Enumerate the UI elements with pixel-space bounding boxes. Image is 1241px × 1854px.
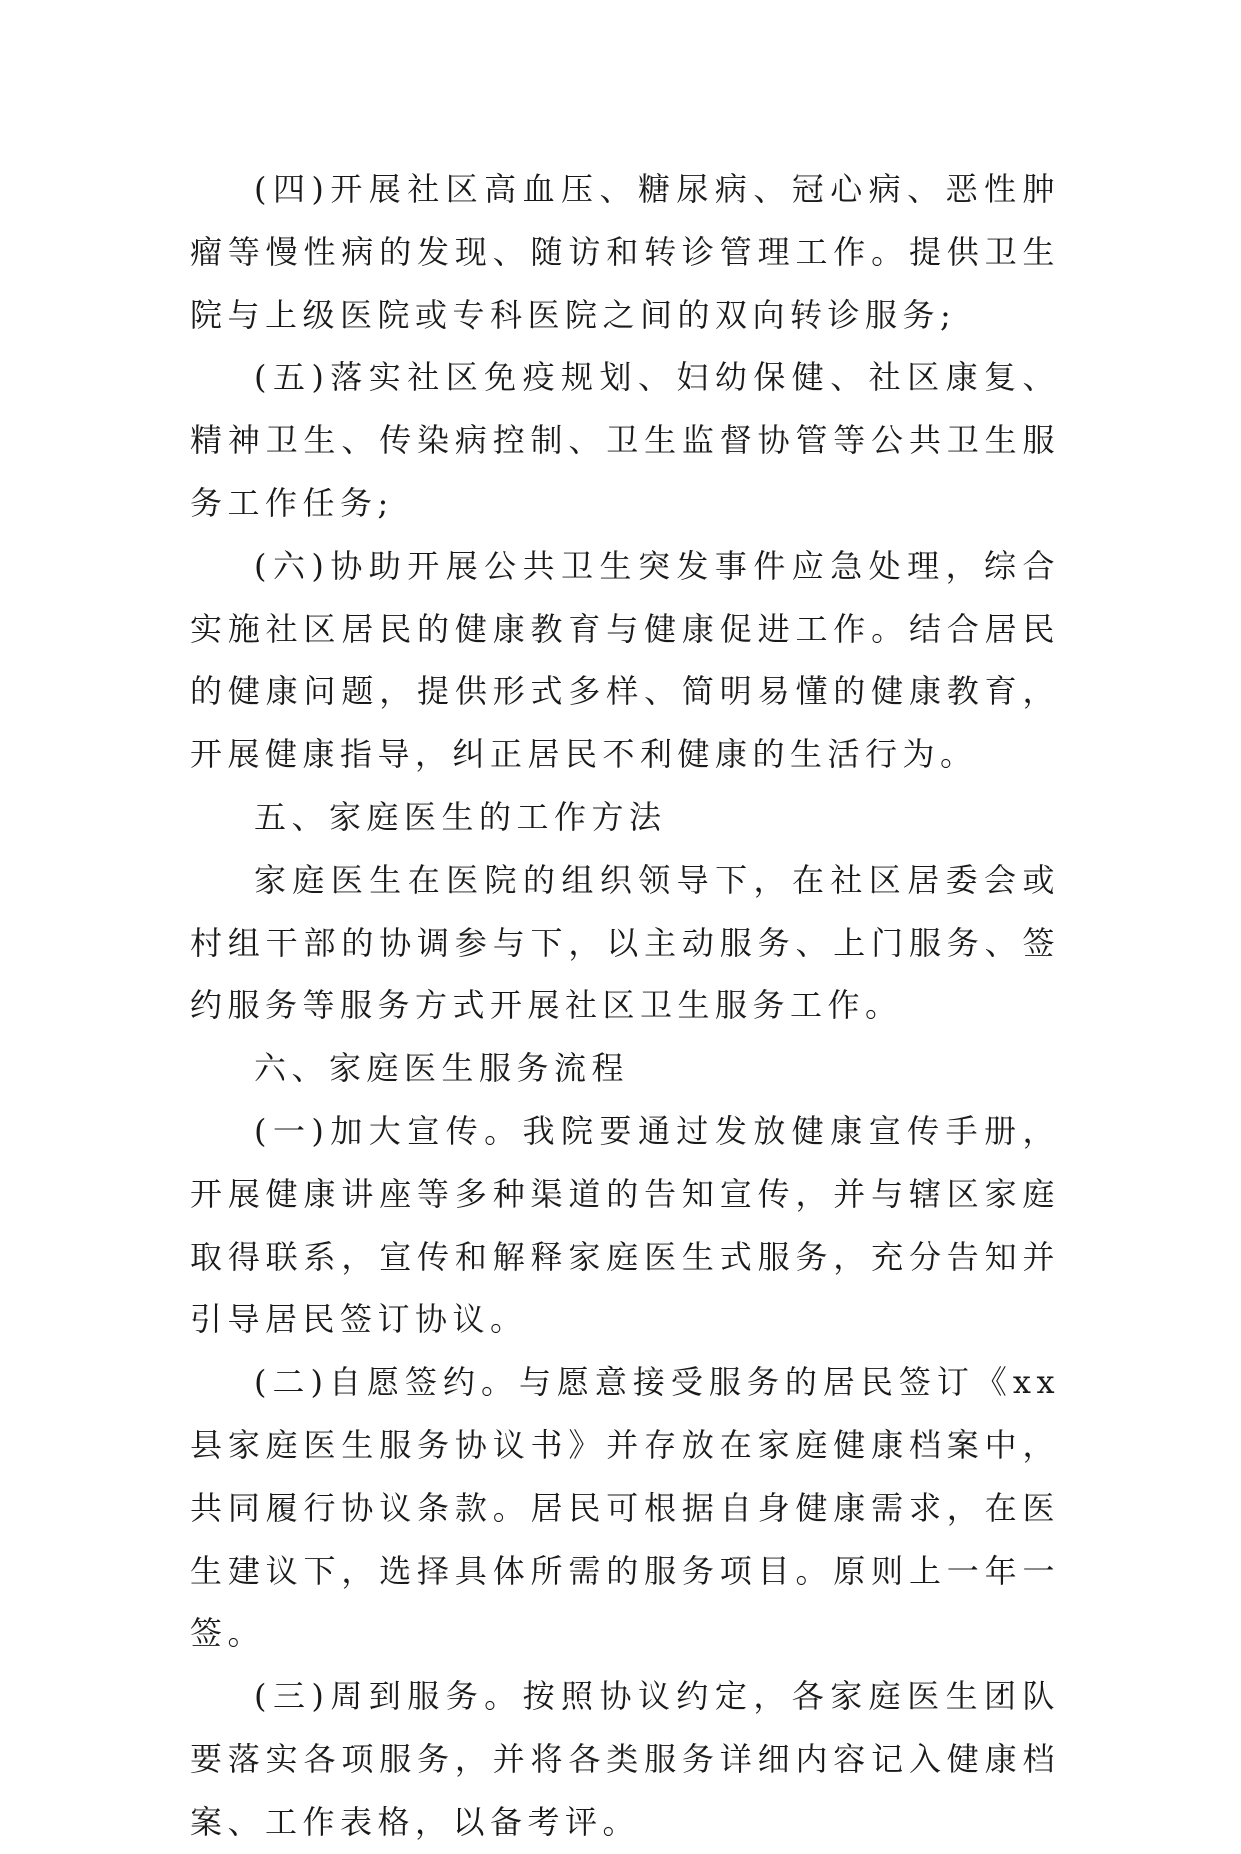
paragraph-work-method: 家庭医生在医院的组织领导下，在社区居委会或村组干部的协调参与下，以主动服务、上门服务、签约服务等服务方式开展社区卫生服务工作。 (190, 860, 1060, 1025)
section-heading-work-method: 五、家庭医生的工作方法 (254, 797, 667, 836)
paragraph-thorough-service: (三)周到服务。按照协议约定，各家庭医生团队要落实各项服务，并将各类服务详细内容记入健康档案、工作表格，以备考评。 (190, 1677, 1060, 1841)
section-heading-service-process: 六、家庭医生服务流程 (254, 1049, 630, 1088)
paragraph-voluntary-signing: (二)自愿签约。与愿意接受服务的居民签订《xx县家庭医生服务协议书》并存放在家庭健康档案中，共同履行协议条款。居民可根据自身健康需求，在医生建议下，选择具体所需的服务项目。原则上一年一签。 (190, 1363, 1060, 1653)
paragraph-public-health: (五)落实社区免疫规划、妇幼保健、社区康复、精神卫生、传染病控制、卫生监督协管等公共卫生服务工作任务; (190, 358, 1060, 522)
paragraph-chronic-disease: (四)开展社区高血压、糖尿病、冠心病、恶性肿瘤等慢性病的发现、随访和转诊管理工作。提供卫生院与上级医院或专科医院之间的双向转诊服务; (190, 170, 1060, 334)
paragraph-publicity: (一)加大宣传。我院要通过发放健康宣传手册，开展健康讲座等多种渠道的告知宣传，并与辖区家庭取得联系，宣传和解释家庭医生式服务，充分告知并引导居民签订协议。 (190, 1111, 1060, 1339)
paragraph-emergency-education: (六)协助开展公共卫生突发事件应急处理，综合实施社区居民的健康教育与健康促进工作。结合居民的健康问题，提供形式多样、简明易懂的健康教育，开展健康指导，纠正居民不利健康的生活行为。 (190, 546, 1060, 774)
document-body (190, 158, 1060, 1854)
